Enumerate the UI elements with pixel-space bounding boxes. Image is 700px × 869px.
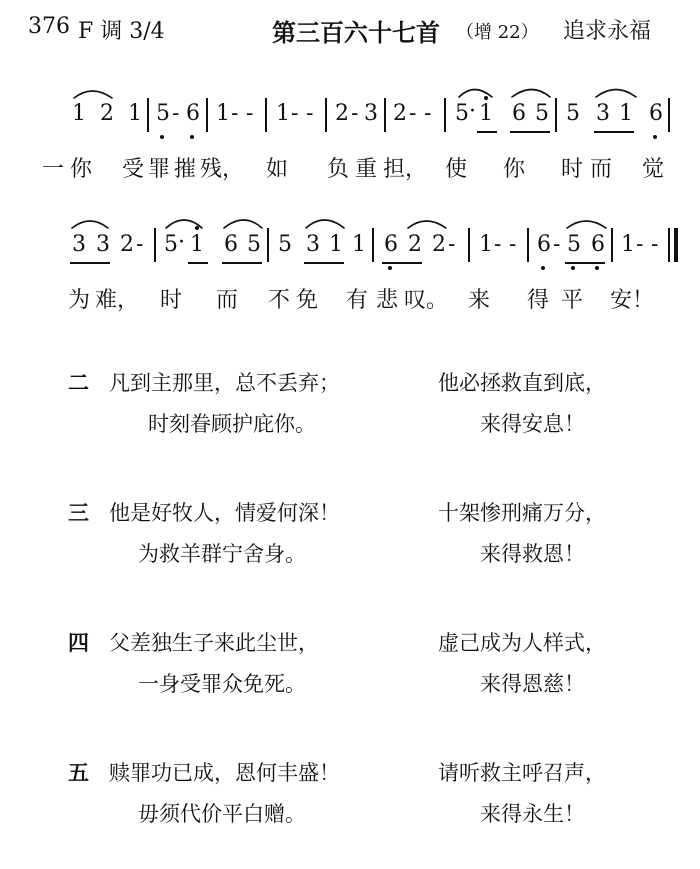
note: 2	[120, 232, 134, 257]
lyric: 免	[296, 288, 319, 313]
note: 5	[566, 101, 580, 126]
verse-refrain: 来得救恩！	[480, 542, 585, 566]
note: 3	[72, 232, 86, 257]
verse-number: 三	[68, 500, 89, 525]
lyric: 为	[68, 288, 91, 313]
note: 1	[619, 101, 633, 126]
note: 1	[276, 101, 290, 126]
note: 3	[96, 232, 110, 257]
dash: -	[651, 232, 659, 257]
note: 5	[535, 101, 549, 126]
verse-number: 二	[68, 370, 89, 395]
lyric: 担，	[383, 157, 428, 182]
lyric: 来	[468, 288, 491, 313]
verse-line: 为救羊群宁舍身。	[138, 542, 306, 566]
lyric: 时	[160, 288, 183, 313]
dash: -	[553, 232, 561, 257]
dash: -	[448, 232, 456, 257]
slur	[567, 221, 606, 228]
verse-refrain: 来得恩慈！	[480, 672, 585, 696]
lyric: 得	[527, 288, 550, 313]
note: 1	[329, 232, 343, 257]
note: 6	[649, 101, 663, 126]
lyric: 而	[590, 157, 613, 182]
note: 3	[364, 101, 378, 126]
note: 5	[567, 232, 581, 257]
note: 5	[455, 101, 469, 126]
note: 5	[278, 232, 292, 257]
key-time-signature: F 调 3/4	[78, 19, 165, 44]
verse-number: 五	[68, 760, 89, 785]
dash: -	[636, 232, 644, 257]
note: 6	[384, 232, 398, 257]
note: 6	[186, 101, 200, 126]
slur	[512, 90, 550, 98]
hymn-number: 376	[28, 14, 70, 39]
note: 3	[596, 101, 610, 126]
tune-name: 追求永福	[563, 19, 652, 44]
verse-line: 凡到主那里，总不丢弃；	[109, 371, 340, 395]
lyric: 摧	[174, 157, 197, 182]
note: 1	[479, 101, 493, 126]
note: 3	[306, 232, 320, 257]
lyric: 你	[70, 157, 93, 182]
dot: ·	[178, 230, 185, 255]
dash: -	[351, 101, 359, 126]
note: 5	[156, 101, 170, 126]
lyric: 受	[122, 157, 145, 182]
lyric: 重	[355, 157, 378, 182]
lyric: 如	[266, 157, 289, 182]
lyric: 使	[445, 157, 468, 182]
verse-line: 赎罪功已成，恩何丰盛！	[109, 761, 340, 785]
lyric: 残，	[200, 157, 245, 182]
dash: -	[291, 101, 299, 126]
dash: -	[246, 101, 254, 126]
hymn-title: 第三百六十七首	[272, 18, 440, 47]
hymn-subtitle: （增 22）	[456, 22, 539, 43]
note: 2	[432, 232, 446, 257]
note: 6	[537, 232, 551, 257]
note: 1	[352, 232, 366, 257]
note: 1	[72, 101, 86, 126]
slur	[459, 90, 492, 98]
verse-line: 他是好牧人，情爱何深！	[109, 501, 340, 525]
lyric: 罪	[148, 157, 171, 182]
lyric: 一	[42, 157, 65, 182]
verse-refrain: 来得安息！	[480, 412, 585, 436]
note: 6	[512, 101, 526, 126]
note: 6	[591, 232, 605, 257]
note: 2	[335, 101, 349, 126]
dash: -	[424, 101, 432, 126]
slur	[224, 220, 262, 228]
lyric: 不	[268, 288, 291, 313]
note: 2	[100, 101, 114, 126]
lyric: 而	[216, 288, 239, 313]
verse-line: 十架惨刑痛万分，	[438, 501, 606, 525]
note: 1	[621, 232, 635, 257]
note: 1	[216, 101, 230, 126]
note: 2	[408, 232, 422, 257]
lyric: 时	[561, 157, 584, 182]
note: 6	[224, 232, 238, 257]
lyric: 负	[327, 157, 350, 182]
verse-line: 虚己成为人样式，	[438, 631, 606, 655]
verse-refrain: 来得永生！	[480, 802, 585, 826]
verse-line: 时刻眷顾护庇你。	[148, 412, 316, 436]
note: 1	[479, 232, 493, 257]
slur	[306, 220, 344, 228]
dash: -	[172, 101, 180, 126]
lyric: 有	[346, 288, 369, 313]
verse-line: 他必拯救直到底，	[438, 371, 606, 395]
lyric: 悲	[376, 288, 399, 313]
lyric: 觉	[642, 157, 665, 182]
dash: -	[494, 232, 502, 257]
verse-line: 一身受罪众免死。	[138, 672, 306, 696]
note: 5	[247, 232, 261, 257]
verse-line: 请听救主呼召声，	[438, 761, 606, 785]
lyric: 叹。	[404, 288, 449, 313]
verse-line: 父差独生子来此尘世，	[109, 631, 319, 655]
lyric: 平	[561, 288, 584, 313]
note: 2	[393, 101, 407, 126]
dash: -	[409, 101, 417, 126]
verse-number: 四	[68, 630, 89, 655]
slur	[74, 91, 112, 98]
dash: -	[306, 101, 314, 126]
slur	[596, 90, 636, 98]
dot: ·	[469, 99, 476, 124]
dash: -	[136, 232, 144, 257]
lyric: 安！	[610, 288, 655, 313]
note: 1	[128, 101, 142, 126]
dash: -	[509, 232, 517, 257]
slur	[72, 221, 108, 228]
slur	[408, 221, 446, 228]
note: 5	[164, 232, 178, 257]
slur	[166, 220, 202, 228]
dash: -	[231, 101, 239, 126]
lyric: 你	[503, 157, 526, 182]
verse-line: 毋须代价平白赠。	[138, 802, 306, 826]
lyric: 难，	[95, 288, 140, 313]
note: 1	[190, 232, 204, 257]
